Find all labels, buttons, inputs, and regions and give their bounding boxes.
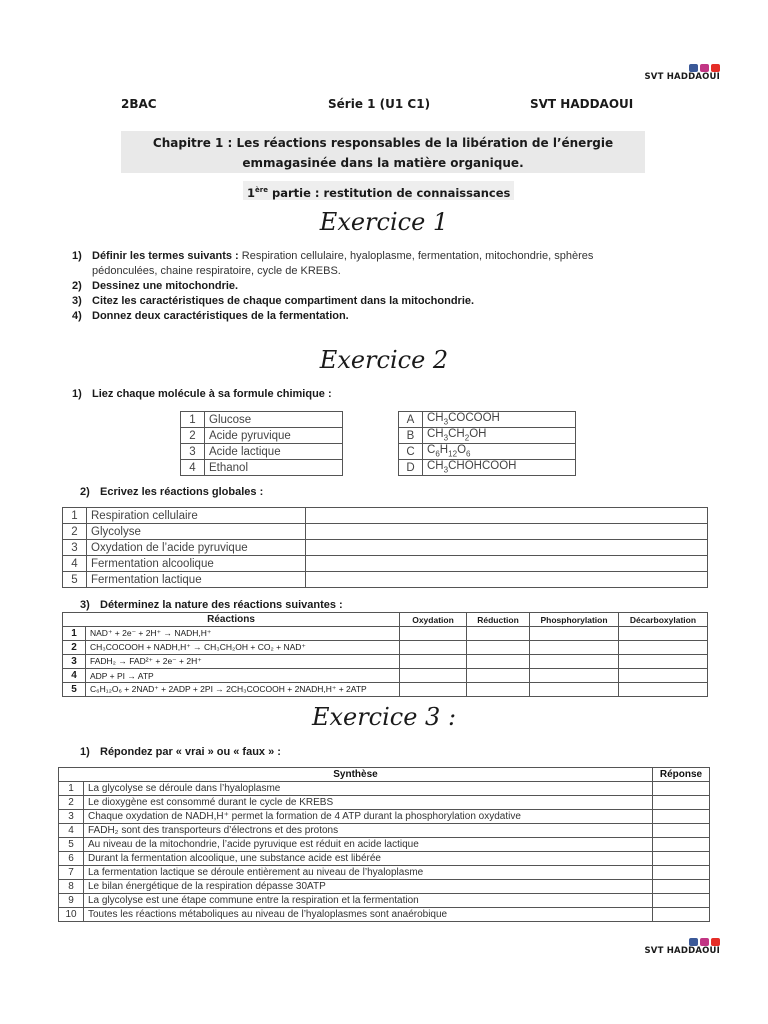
exercice-2-title: Exercice 2 [319,346,449,374]
nature-header-decarboxylation: Décarboxylation [619,613,708,627]
ex1-q1-text-b: pédonculées, chaine respiratoire, cycle de KREBS. [92,265,341,277]
ex2-q3-num: 3) [80,599,90,611]
molecule-name: Acide pyruvique [205,428,343,444]
vf-row-statement: La fermentation lactique se déroule entièrement au niveau de l’hyaloplasme [84,866,653,880]
ex1-q1-text-a: Respiration cellulaire, hyaloplasme, fermentation, mitochondrie, sphères [238,250,594,262]
nature-cell-phosphorylation [530,627,619,641]
nature-row-reaction: ADP + PI → ATP [86,669,400,683]
vf-row-num: 3 [59,810,84,824]
formula-letter: B [399,428,423,444]
formula-row [399,412,576,428]
vf-row-num: 1 [59,782,84,796]
nature-cell-decarboxylation [619,683,708,697]
nature-cell-decarboxylation [619,641,708,655]
nature-row-reaction: CH₃COCOOH + NADH,H⁺ → CH₃CH₂OH + CO₂ + NAD⁺ [86,641,400,655]
ex1-q3-num: 3) [72,295,82,307]
ex1-q4-text: Donnez deux caractéristiques de la fermentation. [92,310,349,322]
vf-row-num: 2 [59,796,84,810]
nature-row-num: 5 [63,683,86,697]
reaction-globale-row [63,572,708,588]
molecule-row [181,428,343,444]
formula-letter: D [399,460,423,476]
nature-cell-oxydation [400,641,467,655]
formula-text: $CH_3CHOHCOOH$ [423,460,576,476]
reaction-globale-num: 3 [63,540,87,556]
molecule-num: 3 [181,444,205,460]
reaction-globale-row [63,556,708,572]
brand-bottom [644,938,720,956]
ex1-q4-num: 4) [72,310,82,322]
ex1-q2 [72,279,712,294]
reaction-globale-row [63,524,708,540]
social-icons [689,64,720,72]
vf-row-num: 8 [59,880,84,894]
ex1-q4 [72,309,712,324]
ex2-q2-num: 2) [80,486,90,498]
molecule-name: Ethanol [205,460,343,476]
formula-text: $CH_3CH_2OH$ [423,428,576,444]
nature-cell-reduction [467,627,530,641]
vf-row-statement: Au niveau de la mitochondrie, l’acide pyruvique est réduit en acide lactique [84,838,653,852]
molecule-name: Glucose [205,412,343,428]
formula-text: $C_6H_{12}O_6$ [423,444,576,460]
molecule-num: 4 [181,460,205,476]
exercice-1-title: Exercice 1 [319,208,449,236]
nature-reactions-table [62,612,708,697]
nature-cell-phosphorylation [530,683,619,697]
nature-cell-oxydation [400,683,467,697]
nature-row-reaction: NAD⁺ + 2e⁻ + 2H⁺ → NADH,H⁺ [86,627,400,641]
reaction-globale-num: 1 [63,508,87,524]
vf-row-num: 7 [59,866,84,880]
ex2-q3-text: Déterminez la nature des réactions suivantes : [100,599,343,611]
nature-cell-reduction [467,683,530,697]
nature-cell-oxydation [400,669,467,683]
ex2-q1-text: Liez chaque molécule à sa formule chimique : [92,388,332,400]
vf-row-num: 5 [59,838,84,852]
reaction-globale-answer [306,524,708,540]
vf-row [59,866,710,880]
formula-letter: C [399,444,423,460]
part-rest: partie : restitution de connaissances [267,185,511,200]
vf-row-statement: Toutes les réactions métaboliques au niveau de l’hyaloplasmes sont anaérobique [84,908,653,922]
formula-row [399,444,576,460]
brand-top [644,64,720,82]
part-sup: ère [255,186,268,194]
reaction-globale-label: Fermentation lactique [87,572,306,588]
reaction-globale-num: 4 [63,556,87,572]
facebook-icon [689,938,698,946]
vf-row-answer [653,880,710,894]
nature-cell-oxydation [400,627,467,641]
vf-row-statement: La glycolyse se déroule dans l’hyaloplasme [84,782,653,796]
formula-letter: A [399,412,423,428]
nature-row-num: 3 [63,655,86,669]
vf-row [59,824,710,838]
exercice-1-questions [72,249,712,324]
molecule-row [181,444,343,460]
reaction-globale-label: Fermentation alcoolique [87,556,306,572]
nature-row-num: 4 [63,669,86,683]
brand-name-bottom: SVT HADDAOUI [644,946,720,956]
reaction-globale-row [63,508,708,524]
nature-header-row [63,613,708,627]
ex1-q3 [72,294,712,309]
header-serie: Série 1 (U1 C1) [328,97,431,111]
vf-row-num: 9 [59,894,84,908]
vf-header-synthese: Synthèse [59,768,653,782]
vf-row [59,894,710,908]
vf-header-row [59,768,710,782]
vf-row-statement: Durant la fermentation alcoolique, une substance acide est libérée [84,852,653,866]
ex1-q1 [72,249,712,279]
vf-row [59,838,710,852]
ex1-q3-text: Citez les caractéristiques de chaque compartiment dans la mitochondrie. [92,295,475,307]
instagram-icon [700,64,709,72]
instagram-icon [700,938,709,946]
nature-row [63,669,708,683]
ex3-q1 [80,745,281,760]
nature-row [63,683,708,697]
nature-row-reaction: FADH₂ → FAD²⁺ + 2e⁻ + 2H⁺ [86,655,400,669]
nature-cell-phosphorylation [530,655,619,669]
nature-row-num: 2 [63,641,86,655]
youtube-icon [711,64,720,72]
formula-text: $CH_3COCOOH$ [423,412,576,428]
formula-row [399,460,576,476]
nature-row-num: 1 [63,627,86,641]
chapter-line-1: Chapitre 1 : Les réactions responsables de la libération de l’énergie [152,136,614,150]
nature-header-reduction: Réduction [467,613,530,627]
reactions-globales-table [62,507,708,588]
reaction-globale-num: 5 [63,572,87,588]
nature-row [63,627,708,641]
vf-row-answer [653,782,710,796]
vf-row-answer [653,866,710,880]
nature-cell-decarboxylation [619,669,708,683]
nature-cell-oxydation [400,655,467,669]
nature-cell-reduction [467,669,530,683]
nature-header-phosphorylation: Phosphorylation [530,613,619,627]
ex2-q1-num: 1) [72,388,82,400]
reaction-globale-label: Respiration cellulaire [87,508,306,524]
part-num: 1 [247,185,256,200]
vf-row-statement: FADH₂ sont des transporteurs d’électrons et des protons [84,824,653,838]
molecule-num: 1 [181,412,205,428]
vf-row-answer [653,838,710,852]
ex2-q1 [72,387,332,402]
exercice-3-title: Exercice 3 : [311,703,457,731]
vf-row-num: 10 [59,908,84,922]
vf-row-statement: Le dioxygène est consommé durant le cycle de KREBS [84,796,653,810]
vf-row-answer [653,852,710,866]
vf-header-reponse: Réponse [653,768,710,782]
vf-row-num: 6 [59,852,84,866]
vf-row-num: 4 [59,824,84,838]
ex2-q2-text: Ecrivez les réactions globales : [100,486,264,498]
nature-cell-decarboxylation [619,627,708,641]
formula-row [399,428,576,444]
reaction-globale-label: Oxydation de l’acide pyruvique [87,540,306,556]
molecule-num: 2 [181,428,205,444]
vf-row-answer [653,810,710,824]
ex1-q1-num: 1) [72,250,82,262]
reaction-globale-answer [306,508,708,524]
reaction-globale-answer [306,556,708,572]
nature-row-reaction: C₆H₁₂O₆ + 2NAD⁺ + 2ADP + 2PI → 2CH₃COCOOH + 2NADH,H⁺ + 2ATP [86,683,400,697]
vf-row-answer [653,894,710,908]
ex3-q1-text: Répondez par « vrai » ou « faux » : [100,746,281,758]
vf-row [59,810,710,824]
reaction-globale-row [63,540,708,556]
ex1-q2-num: 2) [72,280,82,292]
chapter-title [121,131,645,173]
reaction-globale-num: 2 [63,524,87,540]
vf-row-statement: Le bilan énergétique de la respiration dépasse 30ATP [84,880,653,894]
nature-cell-phosphorylation [530,641,619,655]
vf-row-answer [653,796,710,810]
molecules-table [180,411,343,476]
formulas-table [398,411,576,476]
molecule-row [181,460,343,476]
nature-cell-decarboxylation [619,655,708,669]
ex1-q1-bold: Définir les termes suivants : [92,250,239,262]
social-icons-bottom [689,938,720,946]
vf-row-statement: La glycolyse est une étape commune entre la respiration et la fermentation [84,894,653,908]
vf-row [59,796,710,810]
nature-header-oxydation: Oxydation [400,613,467,627]
facebook-icon [689,64,698,72]
brand-name: SVT HADDAOUI [644,72,720,82]
ex2-q2 [80,485,263,500]
vf-row-statement: Chaque oxydation de NADH,H⁺ permet la formation de 4 ATP durant la phosphorylation oxydative [84,810,653,824]
youtube-icon [711,938,720,946]
reaction-globale-answer [306,572,708,588]
molecule-name: Acide lactique [205,444,343,460]
nature-cell-phosphorylation [530,669,619,683]
nature-cell-reduction [467,655,530,669]
ex1-q2-text: Dessinez une mitochondrie. [92,280,239,292]
part-title [243,181,514,200]
ex3-q1-num: 1) [80,746,90,758]
nature-cell-reduction [467,641,530,655]
vf-row [59,852,710,866]
vf-row [59,782,710,796]
reaction-globale-answer [306,540,708,556]
vf-row [59,880,710,894]
reaction-globale-label: Glycolyse [87,524,306,540]
molecule-row [181,412,343,428]
nature-row [63,655,708,669]
chapter-line-2: emmagasinée dans la matière organique. [242,156,524,170]
vrai-faux-table [58,767,710,922]
nature-row [63,641,708,655]
header-author: SVT HADDAOUI [530,97,634,111]
ex2-q3 [80,598,343,613]
nature-header-reactions: Réactions [63,613,400,627]
vf-row-answer [653,824,710,838]
header-level: 2BAC [121,97,157,111]
vf-row [59,908,710,922]
vf-row-answer [653,908,710,922]
